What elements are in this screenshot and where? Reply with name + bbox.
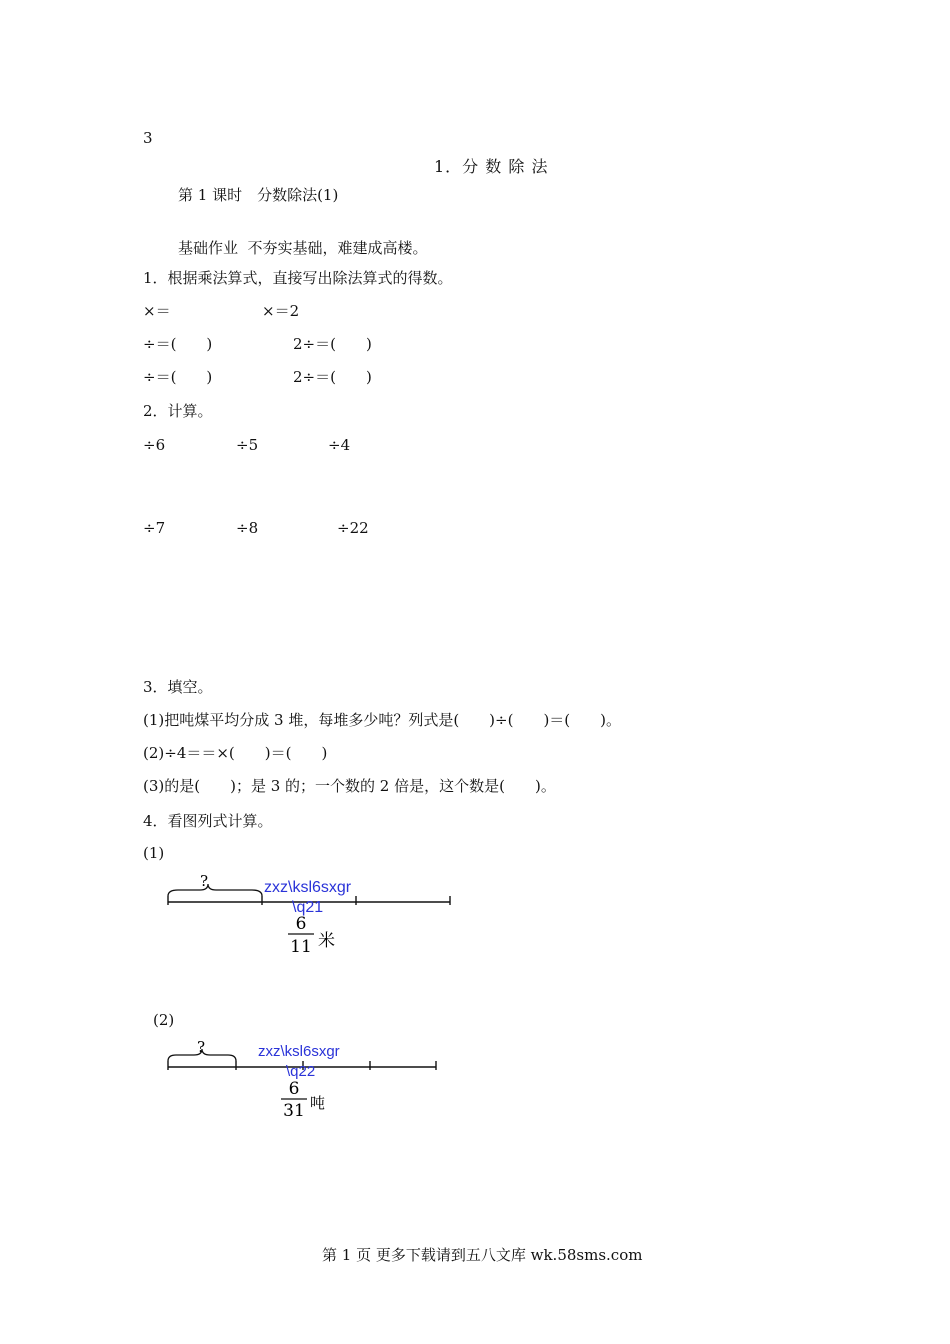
q1-heading: 1．根据乘法算式，直接写出除法算式的得数。 (143, 269, 453, 287)
unit-label: 吨 (310, 1094, 326, 1112)
unit-label: 米 (318, 931, 335, 951)
question-mark: ? (196, 1038, 206, 1056)
question-brace (168, 884, 262, 896)
q3-item-2: (2)÷4＝＝×( )＝( ) (143, 744, 328, 762)
q2-item-4: ÷7 (143, 519, 166, 537)
page-footer: 第 1 页 更多下载请到五八文库 wk.58sms.com (322, 1246, 643, 1264)
page-number: 3 (143, 129, 153, 147)
q1-row2-left: ÷＝( ) (143, 335, 213, 353)
q3-item-3: (3)的是( )；是 3 的；一个数的 2 倍是，这个数是( )。 (143, 777, 556, 795)
q3-item-1: (1)把吨煤平均分成 3 堆，每堆多少吨？列式是( )÷( )＝( )。 (143, 711, 622, 729)
q2-item-5: ÷8 (236, 519, 259, 537)
question-mark: ? (199, 872, 209, 890)
annotation-line-1: zxz\ksl6sxgr (258, 1043, 340, 1060)
q2-item-1: ÷6 (143, 436, 166, 454)
q1-row3-right: 2÷＝( ) (293, 368, 372, 386)
q1-row3-left: ÷＝( ) (143, 368, 213, 386)
fraction-denominator: 31 (283, 1101, 305, 1121)
annotation-line-1: zxz\ksl6sxgr (264, 879, 352, 896)
q2-heading: 2．计算。 (143, 402, 213, 420)
section-label: 基础作业 不夯实基础，难建成高楼。 (178, 239, 428, 257)
segment-diagram-2 (160, 1035, 450, 1125)
q2-item-3: ÷4 (328, 436, 351, 454)
page-title: 1．分 数 除 法 (434, 157, 549, 176)
fraction-denominator: 11 (290, 937, 312, 957)
q1-row1-right: ×＝2 (262, 302, 300, 320)
fraction-numerator: 6 (288, 1079, 300, 1099)
q4-diagram2-label: (2) (153, 1011, 175, 1029)
q1-row1-left: ×＝ (143, 302, 171, 320)
q2-item-2: ÷5 (236, 436, 259, 454)
q3-heading: 3．填空。 (143, 678, 213, 696)
q4-diagram1-label: (1) (143, 844, 165, 862)
q2-item-6: ÷22 (337, 519, 369, 537)
annotation-line-2: \q22 (286, 1063, 316, 1080)
q4-heading: 4．看图列式计算。 (143, 812, 273, 830)
q1-row2-right: 2÷＝( ) (293, 335, 372, 353)
segment-diagram-1 (160, 868, 460, 960)
fraction-numerator: 6 (295, 914, 307, 934)
lesson-subtitle: 第 1 课时 分数除法(1) (178, 186, 339, 204)
annotation-line-2: \q21 (292, 899, 324, 916)
